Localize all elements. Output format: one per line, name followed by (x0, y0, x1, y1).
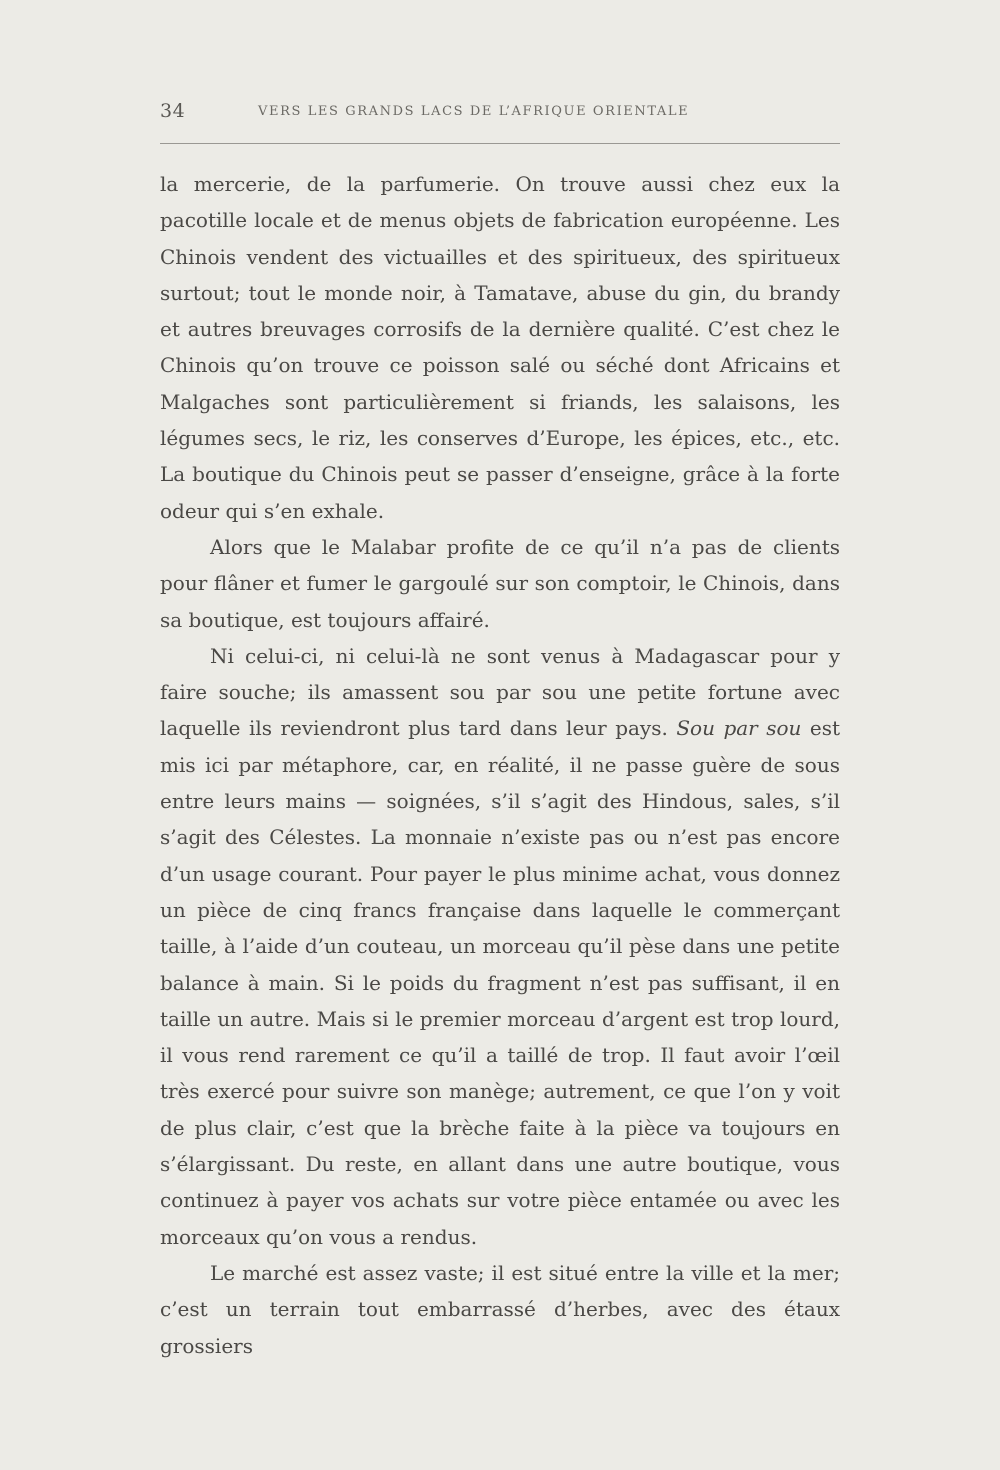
body-text (160, 166, 840, 1364)
page-number: 34 (160, 100, 186, 122)
header-rule (160, 143, 840, 144)
italic-phrase: Sou par sou (676, 716, 802, 741)
paragraph-text: est mis ici par métaphore, car, en réalité, il ne passe guère de sous entre leurs mains — soignées, s’il s’agit des Hindous, sales, s’il s’agit des Célestes. La monnaie n’existe pas ou n’est pas encore d’un usage courant. Pour payer le plus minime achat, vous donnez un pièce de cinq francs française dans laquelle le commerçant taille, à l’aide d’un couteau, un morceau qu’il pèse dans une petite balance à main. Si le poids du fragment n’est pas suffisant, il en taille un autre. Mais si le premier morceau d’argent est trop lourd, il vous rend rarement ce qu’il a taillé de trop. Il faut avoir l’œil très exercé pour suivre son manège; autrement, ce que l’on y voit de plus clair, c’est que la brèche faite à la pièce va toujours en s’élargissant. Du reste, en allant dans une autre boutique, vous continuez à payer vos achats sur votre pièce entamée ou avec les morceaux qu’on vous a rendus. (160, 716, 841, 1249)
paragraph-marche: Le marché est assez vaste; il est situé entre la ville et la mer; c’est un terrain tout embarrassé d’herbes, avec des étaux grossiers (160, 1260, 840, 1358)
paragraph-malabar: Alors que le Malabar profite de ce qu’il n’a pas de clients pour flâner et fumer le gargoulé sur son comptoir, le Chinois, dans sa boutique, est toujours affairé. (160, 534, 840, 632)
paragraph-continued: la mercerie, de la parfumerie. On trouve aussi chez eux la pacotille locale et de menus objets de fabrication européenne. Les Chinois vendent des victuailles et des spiritueux, des spiritueux surtout; tout le monde noir, à Tamatave, abuse du gin, du brandy et autres breuvages corrosifs de la dernière qualité. C’est chez le Chinois qu’on trouve ce poisson salé ou séché dont Africains et Malgaches sont particulièrement si friands, les salaisons, les légumes secs, le riz, les conserves d’Europe, les épices, etc., etc. La boutique du Chinois peut se passer d’enseigne, grâce à la forte odeur qui s’en exhale. (160, 172, 840, 523)
paragraph-monnaie (160, 638, 840, 1255)
running-title: VERS LES GRANDS LACS DE L’AFRIQUE ORIENTALE (258, 104, 690, 119)
page-header (160, 100, 840, 130)
paragraph-text: Ni celui-ci, ni celui-là ne sont venus à Madagascar pour y faire souche; ils amassent sou par sou une petite fortune avec laquelle ils reviendront plus tard dans leur pays. (160, 643, 840, 741)
